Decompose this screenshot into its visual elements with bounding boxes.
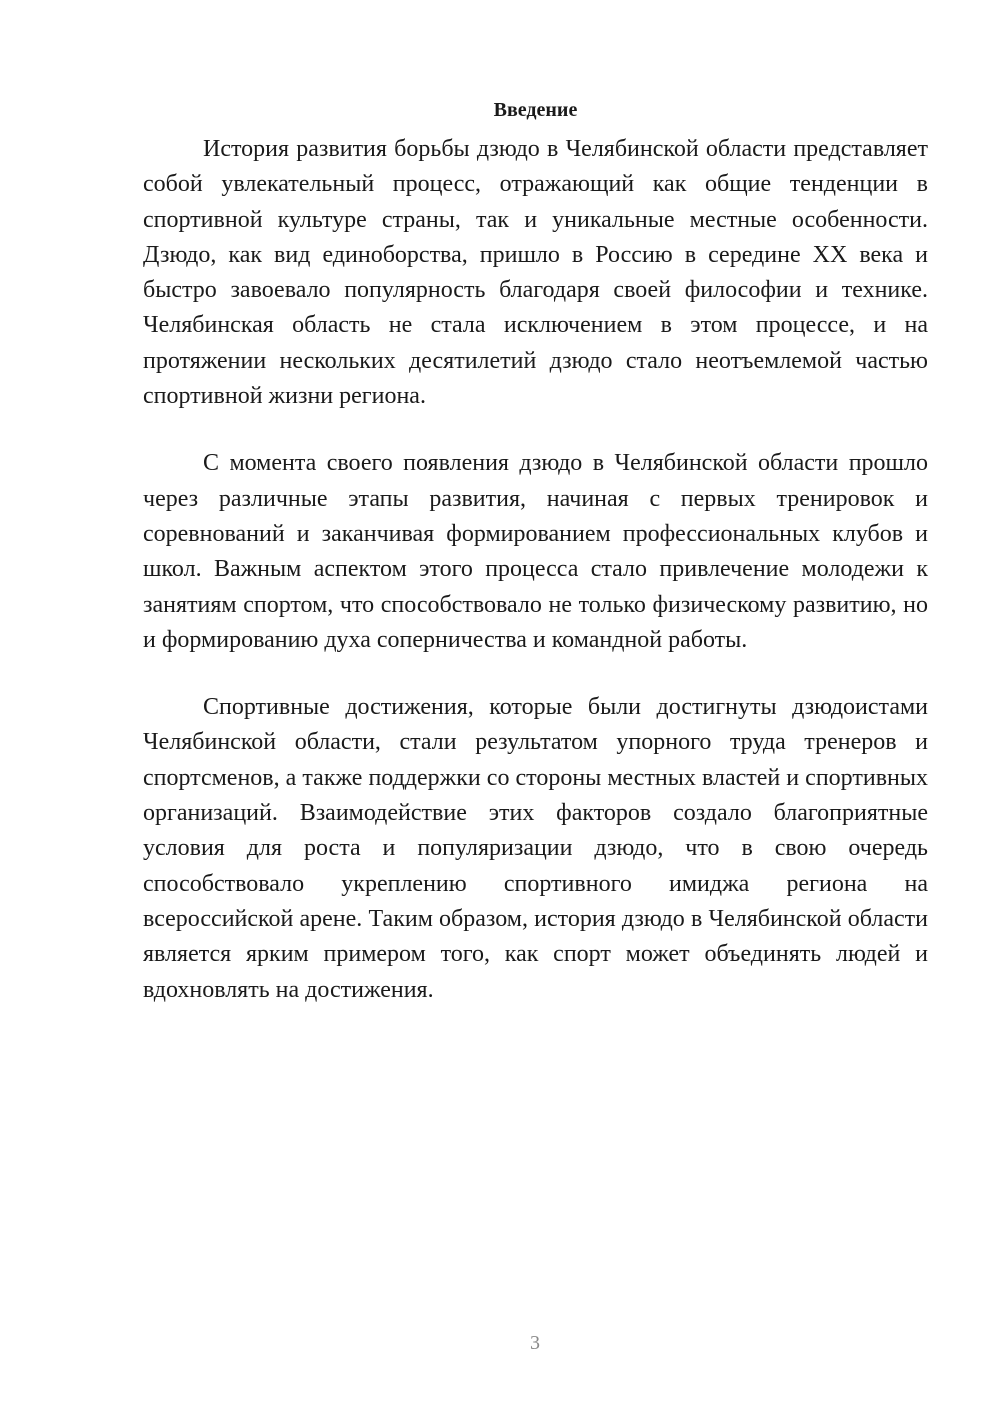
paragraph-2: С момента своего появления дзюдо в Челябинской области прошло через различные этапы развития, начиная с первых тренировок и соревнований и заканчивая формированием профессиональных клубов и школ. Важным аспектом этого процесса стало привлечение молодежи к занятиям спортом, что способствовало не только физическому развитию, но и формированию духа соперничества и командной работы. — [143, 450, 928, 653]
page-number: 3 — [530, 1332, 540, 1354]
paragraph-3: Спортивные достижения, которые были достигнуты дзюдоистами Челябинской области, стали результатом упорного труда тренеров и спортсменов, а также поддержки со стороны местных властей и спортивных организаций. Взаимодействие этих факторов создало благоприятные условия для роста и популяризации дзюдо, что в свою очередь способствовало укреплению спортивного имиджа региона на всероссийской арене. Таким образом, история дзюдо в Челябинской области является ярким примером того, как спорт может объединять людей и вдохновлять на достижения. — [143, 694, 928, 1003]
paragraph-1: История развития борьбы дзюдо в Челябинской области представляет собой увлекательный процесс, отражающий как общие тенденции в спортивной культуре страны, так и уникальные местные особенности. Дзюдо, как вид единоборства, пришло в Россию в середине XX века и быстро завоевало популярность благодаря своей философии и технике. Челябинская область не стала исключением в этом процессе, и на протяжении нескольких десятилетий дзюдо стало неотъемлемой частью спортивной жизни региона. — [143, 136, 928, 410]
section-heading: Введение — [493, 99, 578, 121]
page-content — [143, 92, 928, 1040]
